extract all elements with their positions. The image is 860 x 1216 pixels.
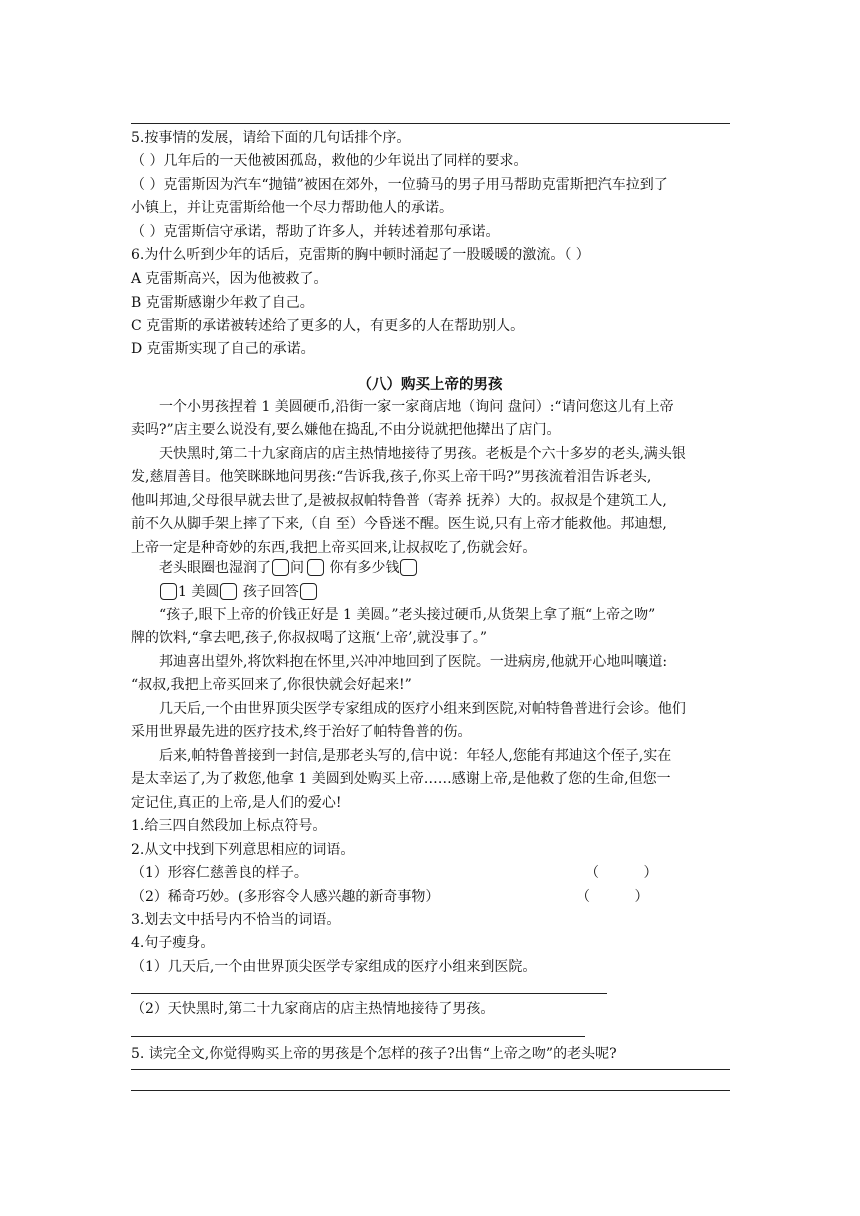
paragraph-2-line-2: 发,慈眉善目。他笑眯眯地问男孩:“告诉我,孩子,你买上帝干吗?”男孩流着泪告诉老头, bbox=[131, 469, 652, 485]
paragraph-3-line-1 bbox=[159, 557, 418, 580]
paragraph-2-line-1: 天快黑时,第二十九家商店的店主热情地接待了男孩。老板是个六十多岁的老头,满头银 bbox=[159, 446, 686, 462]
paragraph-2-line-3: 他叫邦迪,父母很早就去世了,是被叔叔帕特鲁普（寄养 抚养）大的。叔叔是个建筑工人, bbox=[131, 493, 667, 509]
paragraph-6-line-1: 几天后,一个由世界顶尖医学专家组成的医疗小组来到医院,对帕特鲁普进行会诊。他们 bbox=[159, 701, 686, 717]
paragraph-3-text-2: 问 bbox=[290, 560, 304, 576]
answer-parentheses[interactable]: （ ） bbox=[585, 865, 658, 881]
passage-title: （八）购买上帝的男孩 bbox=[357, 376, 503, 393]
punctuation-box[interactable] bbox=[400, 559, 417, 576]
paragraph-7-line-1: 后来,帕特鲁普接到一封信,是那老头写的,信中说：年轻人,您能有邦迪这个侄子,实在 bbox=[159, 748, 672, 764]
paragraph-7-line-2: 是太幸运了,为了救您,他拿 1 美圆到处购买上帝……感谢上帝,是他救了您的生命,但您一 bbox=[131, 771, 671, 787]
paragraph-7-line-3: 定记住,真正的上帝,是人们的爱心! bbox=[131, 795, 342, 811]
punctuation-box[interactable] bbox=[307, 559, 324, 576]
paragraph-3-text-3: 你有多少钱 bbox=[329, 560, 400, 576]
option-c: C 克雷斯的承诺被转述给了更多的人，有更多的人在帮助别人。 bbox=[131, 318, 525, 334]
question-2-item-2: （2）稀奇巧妙。(多形容令人感兴趣的新奇事物） bbox=[131, 889, 440, 905]
paragraph-6-line-2: 采用世界最先进的医疗技术,终于治好了帕特鲁普的伤。 bbox=[131, 724, 472, 740]
question-2-item-1: （1）形容仁慈善良的样子。 bbox=[131, 865, 308, 881]
paragraph-1-line-1: 一个小男孩捏着 1 美圆硬币,沿街一家一家商店地（询问 盘问）:“请问您这儿有上帝 bbox=[159, 399, 674, 415]
question-4-item-2: （2）天快黑时,第二十九家商店的店主热情地接待了男孩。 bbox=[131, 1001, 495, 1017]
punctuation-box[interactable] bbox=[300, 583, 317, 600]
answer-line[interactable] bbox=[131, 1069, 730, 1070]
question-4: 4.句子瘦身。 bbox=[131, 935, 215, 951]
answer-line[interactable] bbox=[131, 993, 607, 994]
answer-line[interactable] bbox=[131, 1090, 730, 1091]
question-2: 2.从文中找到下列意思相应的词语。 bbox=[131, 842, 355, 858]
question-5-title: 5.按事情的发展，请给下面的几句话排个序。 bbox=[131, 130, 411, 146]
paragraph-5-line-1: 邦迪喜出望外,将饮料抱在怀里,兴冲冲地回到了医院。一进病房,他就开心地叫嚷道: bbox=[159, 654, 668, 670]
order-item-2: （ ）克雷斯因为汽车“抛锚”被困在郊外，一位骑马的男子用马帮助克雷斯把汽车拉到了 bbox=[131, 177, 668, 193]
question-6-title: 6.为什么听到少年的话后，克雷斯的胸中顿时涌起了一股暖暖的激流。（ ） bbox=[131, 247, 590, 263]
paragraph-2-line-5: 上帝一定是种奇妙的东西,我把上帝买回来,让叔叔吃了,伤就会好。 bbox=[131, 540, 537, 556]
paragraph-4-line-1: “孩子,眼下上帝的价钱正好是 1 美圆。”老头接过硬币,从货架上拿了瓶“上帝之吻” bbox=[159, 607, 656, 623]
option-a: A 克雷斯高兴，因为他被救了。 bbox=[131, 271, 328, 287]
paragraph-4-line-2: 牌的饮料,“拿去吧,孩子,你叔叔喝了这瓶‘上帝’,就没事了。” bbox=[131, 630, 488, 646]
punctuation-box[interactable] bbox=[272, 559, 289, 576]
paragraph-3-text-5: 孩子回答 bbox=[242, 584, 299, 600]
paragraph-3-text-4: 1 美圆 bbox=[178, 584, 220, 600]
paragraph-5-line-2: “叔叔,我把上帝买回来了,你很快就会好起来!” bbox=[131, 677, 412, 693]
order-item-3: （ ）克雷斯信守承诺，帮助了许多人，并转述着那句承诺。 bbox=[131, 224, 500, 240]
paragraph-3-line-2 bbox=[159, 581, 318, 604]
option-d: D 克雷斯实现了自己的承诺。 bbox=[131, 341, 315, 357]
question-5: 5. 读完全文,你觉得购买上帝的男孩是个怎样的孩子?出售“上帝之吻”的老头呢? bbox=[131, 1046, 617, 1062]
question-3: 3.划去文中括号内不恰当的词语。 bbox=[131, 912, 341, 928]
question-1: 1.给三四自然段加上标点符号。 bbox=[131, 818, 327, 834]
punctuation-box[interactable] bbox=[160, 583, 177, 600]
answer-parentheses[interactable]: （ ） bbox=[576, 889, 649, 905]
paragraph-2-line-4: 前不久从脚手架上摔了下来,（自 至）今昏迷不醒。医生说,只有上帝才能救他。邦迪想, bbox=[131, 516, 667, 532]
order-item-1: （ ）几年后的一天他被困孤岛，救他的少年说出了同样的要求。 bbox=[131, 153, 528, 169]
answer-line[interactable] bbox=[131, 1036, 585, 1037]
question-4-item-1: （1）几天后,一个由世界顶尖医学专家组成的医疗小组来到医院。 bbox=[131, 959, 537, 975]
option-b: B 克雷斯感谢少年救了自己。 bbox=[131, 295, 314, 311]
paragraph-3-text-1: 老头眼圈也湿润了 bbox=[159, 560, 271, 576]
punctuation-box[interactable] bbox=[220, 583, 237, 600]
answer-line bbox=[131, 123, 730, 124]
order-item-2-continued: 小镇上，并让克雷斯给他一个尽力帮助他人的承诺。 bbox=[131, 200, 453, 216]
paragraph-1-line-2: 卖吗?”店主要么说没有,要么嫌他在捣乱,不由分说就把他撵出了店门。 bbox=[131, 422, 561, 438]
